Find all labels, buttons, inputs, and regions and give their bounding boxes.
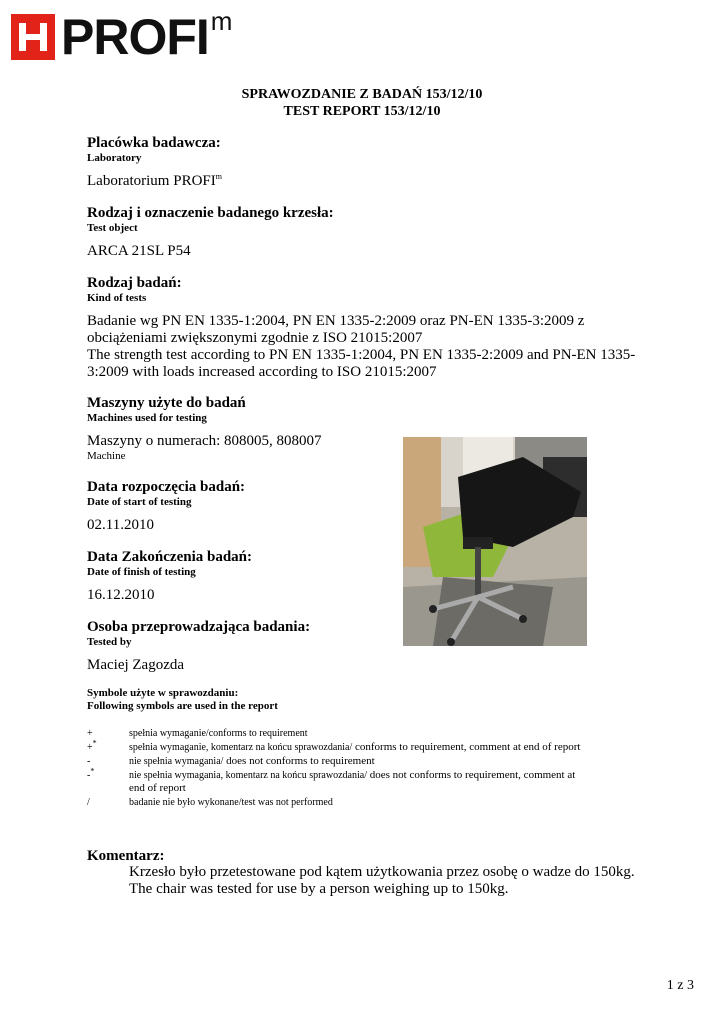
laboratory-section [87,135,222,190]
start-date-heading: Data rozpoczęcia badań: [87,479,246,495]
profim-logo [11,6,233,65]
symbol-description: badanie nie było wykonane/test was not performed [129,797,333,808]
symbols-subheading: Following symbols are used in the report [87,700,278,712]
laboratory-value: Laboratorium PROFI$^m$ [87,172,222,189]
machines-value: Maszyny o numerach: 808005, 808007 [87,433,322,449]
page-number: 1 z 3 [666,978,694,993]
comment-line-en: The chair was tested for use by a person weighing up to 150kg. [129,881,509,897]
kind-of-tests-line-1: Badanie wg PN EN 1335-1:2004, PN EN 1335-2:2009 oraz PN-EN 1335-3:2009 z [87,313,585,329]
comment-line-pl: Krzesło było przetestowane pod kątem użytkowania przez osobę o wadze do 150kg. [129,864,635,880]
laboratory-heading: Placówka badawcza: [87,135,221,151]
finish-date-heading: Data Zakończenia badań: [87,549,253,565]
start-date-value: 02.11.2010 [87,517,154,533]
report-title-en: TEST REPORT 153/12/10 [283,104,441,119]
report-title-pl: SPRAWOZDANIE Z BADAŃ 153/12/10 [241,87,483,102]
kind-of-tests-line-2: obciążeniami zwiększonymi zgodnie z ISO 21015:2007 [87,330,423,346]
symbol-description: spełnia wymaganie, komentarz na końcu sprawozdania/ conforms to requirement, comment at end of report [129,741,581,753]
symbol-description: spełnia wymaganie/conforms to requirement [129,728,308,739]
tested-by-value: Maciej Zagozda [87,657,185,673]
finish-date-value: 16.12.2010 [87,587,155,603]
symbol-description: end of report [129,782,186,794]
symbol-mark: -* [87,766,95,781]
logo-superscript: m [210,6,233,36]
symbols-heading: Symbole użyte w sprawozdaniu: [87,687,239,699]
symbol-mark: + [87,728,93,739]
kind-of-tests-line-4: 3:2009 with loads increased according to ISO 21015:2007 [87,364,437,380]
symbol-mark: +* [87,738,97,753]
machines-section [87,395,322,463]
symbols-section [87,687,278,713]
symbol-mark: - [87,756,91,767]
tested-by-subheading: Tested by [87,636,132,648]
symbol-description: nie spełnia wymagania/ does not conforms to requirement [129,755,375,767]
chair-test-photo [403,437,587,646]
laboratory-subheading: Laboratory [87,152,142,164]
finish-date-subheading: Date of finish of testing [87,566,196,578]
kind-of-tests-section [87,275,635,381]
comment-heading: Komentarz: [87,848,165,864]
kind-of-tests-line-3: The strength test according to PN EN 1335-1:2004, PN EN 1335-2:2009 and PN-EN 1335- [87,347,636,363]
logo-mark-icon [11,14,55,60]
tested-by-section [87,619,310,674]
tested-by-heading: Osoba przeprowadzająca badania: [87,619,311,635]
finish-date-section [87,549,252,604]
kind-of-tests-subheading: Kind of tests [87,292,147,304]
logo-text: PROFI [61,9,209,65]
machines-subheading: Machines used for testing [87,412,207,424]
symbol-description: nie spełnia wymagania, komentarz na końcu sprawozdania/ does not conforms to requirement, comment at [129,769,576,781]
start-date-section [87,479,245,534]
test-object-value: ARCA 21SL P54 [87,243,191,259]
start-date-subheading: Date of start of testing [87,496,192,508]
test-object-heading: Rodzaj i oznaczenie badanego krzesła: [87,205,334,221]
machines-heading: Maszyny użyte do badań [87,395,246,411]
machines-note: Machine [87,450,126,462]
test-object-subheading: Test object [87,222,138,234]
kind-of-tests-heading: Rodzaj badań: [87,275,182,291]
test-object-section [87,205,334,260]
symbol-mark: / [87,797,90,808]
